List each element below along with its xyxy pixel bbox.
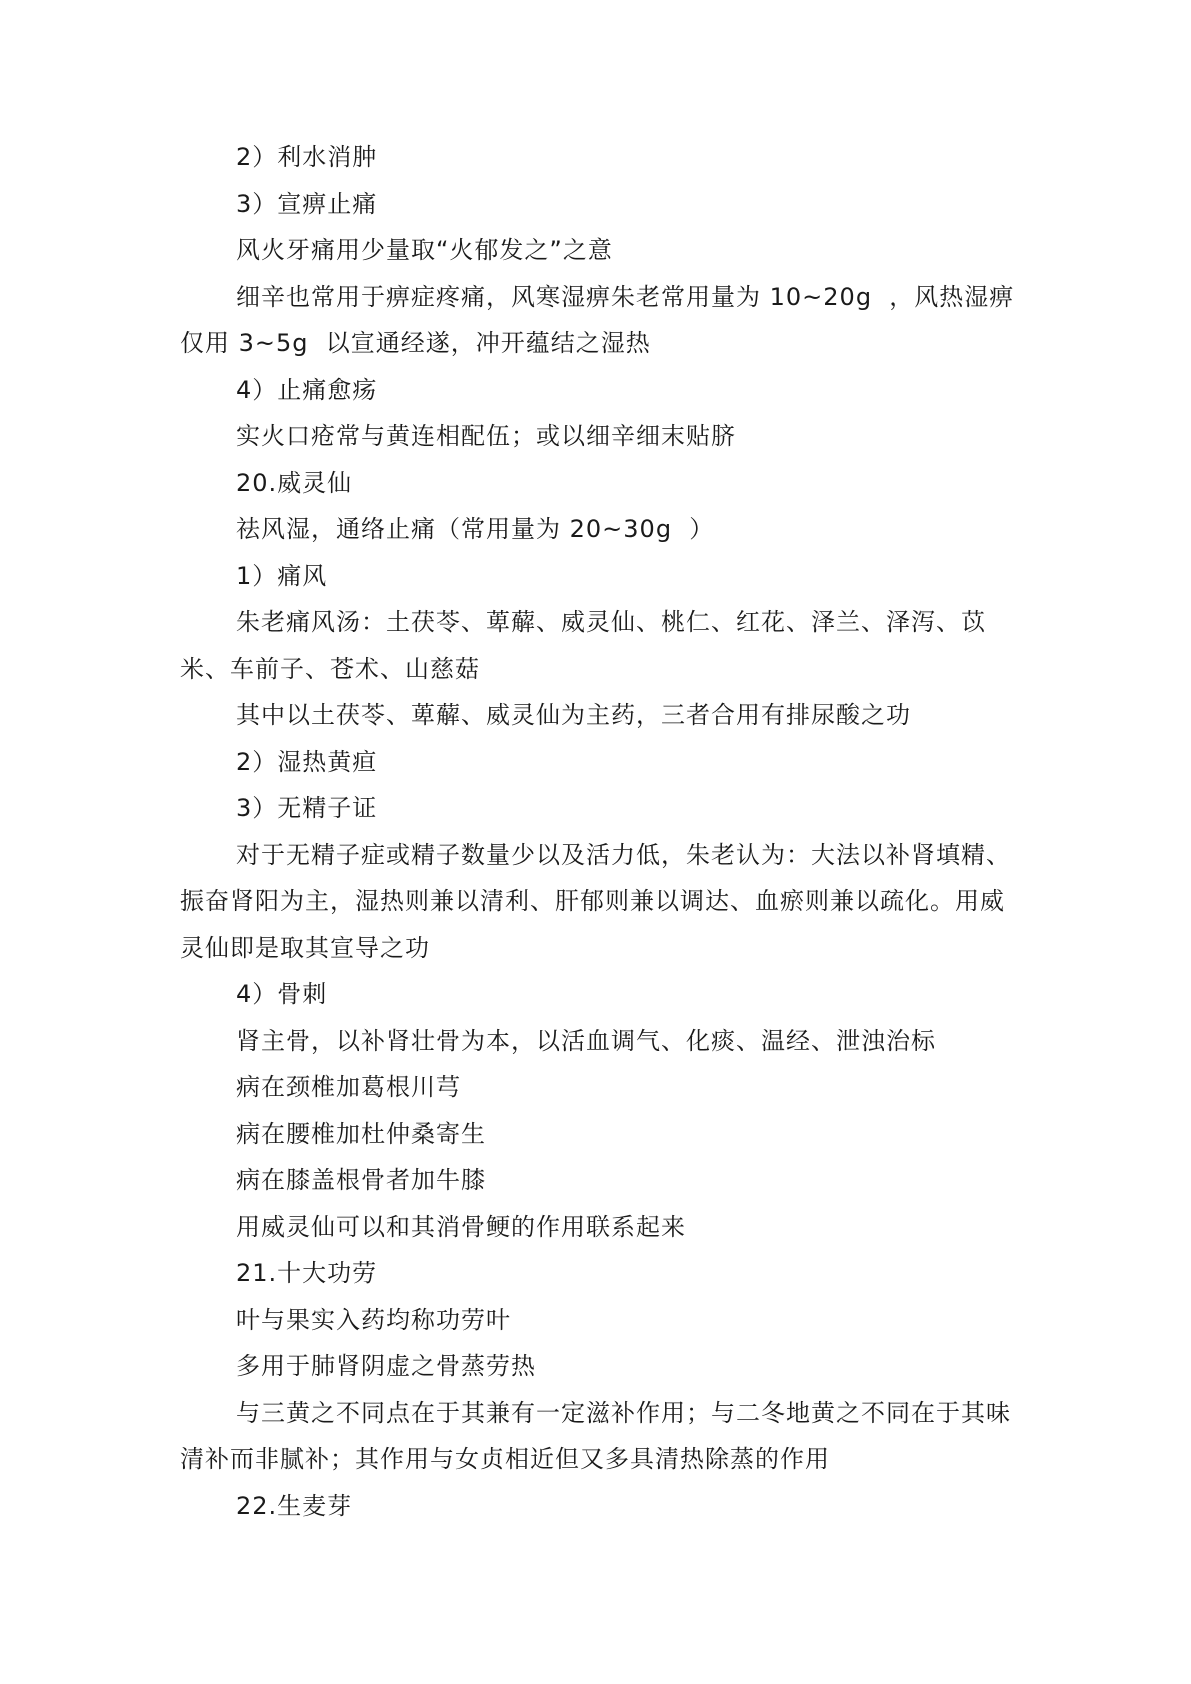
paragraph: 细辛也常用于痹症疼痛，风寒湿痹朱老常用量为 10~20g ，风热湿痹仅用 3~5g 以宣通经遂，冲开蕴结之湿热	[180, 282, 1015, 357]
paragraph: 2）湿热黄疸	[236, 747, 378, 776]
paragraph: 与三黄之不同点在于其兼有一定滋补作用；与二冬地黄之不同在于其味清补而非腻补；其作用与女贞相近但又多具清热除蒸的作用	[180, 1398, 1011, 1473]
paragraph: 风火牙痛用少量取“火郁发之”之意	[236, 236, 613, 264]
paragraph: 用威灵仙可以和其消骨鲠的作用联系起来	[236, 1212, 686, 1241]
paragraph: 2）利水消肿	[236, 143, 378, 171]
paragraph: 多用于肺肾阴虚之骨蒸劳热	[236, 1352, 536, 1380]
paragraph: 4）骨刺	[236, 980, 328, 1008]
paragraph: 20.威灵仙	[236, 468, 353, 497]
paragraph: 病在颈椎加葛根川芎	[236, 1073, 461, 1101]
paragraph: 4）止痛愈疡	[236, 375, 378, 404]
paragraph: 1）痛风	[236, 561, 328, 590]
paragraph: 病在膝盖根骨者加牛膝	[236, 1166, 486, 1194]
paragraph: 祛风湿，通络止痛（常用量为 20~30g ）	[236, 515, 715, 543]
paragraph: 其中以土茯苓、萆薢、威灵仙为主药，三者合用有排尿酸之功	[236, 701, 911, 729]
paragraph: 22.生麦芽	[236, 1491, 353, 1520]
paragraph: 朱老痛风汤：土茯苓、萆薢、威灵仙、桃仁、红花、泽兰、泽泻、苡米、车前子、苍术、山慈菇	[180, 608, 986, 683]
paragraph: 实火口疮常与黄连相配伍；或以细辛细末贴脐	[236, 422, 736, 450]
paragraph: 3）宣痹止痛	[236, 189, 378, 218]
paragraph: 3）无精子证	[236, 794, 378, 822]
paragraph: 对于无精子症或精子数量少以及活力低，朱老认为：大法以补肾填精、振奋肾阳为主，湿热则兼以清利、肝郁则兼以调达、血瘀则兼以疏化。用威灵仙即是取其宣导之功	[180, 840, 1011, 962]
paragraph: 肾主骨，以补肾壮骨为本，以活血调气、化痰、温经、泄浊治标	[236, 1026, 936, 1055]
paragraph: 21.十大功劳	[236, 1259, 378, 1287]
paragraph: 叶与果实入药均称功劳叶	[236, 1305, 511, 1334]
document-body	[180, 134, 1015, 1529]
paragraph: 病在腰椎加杜仲桑寄生	[236, 1119, 486, 1148]
